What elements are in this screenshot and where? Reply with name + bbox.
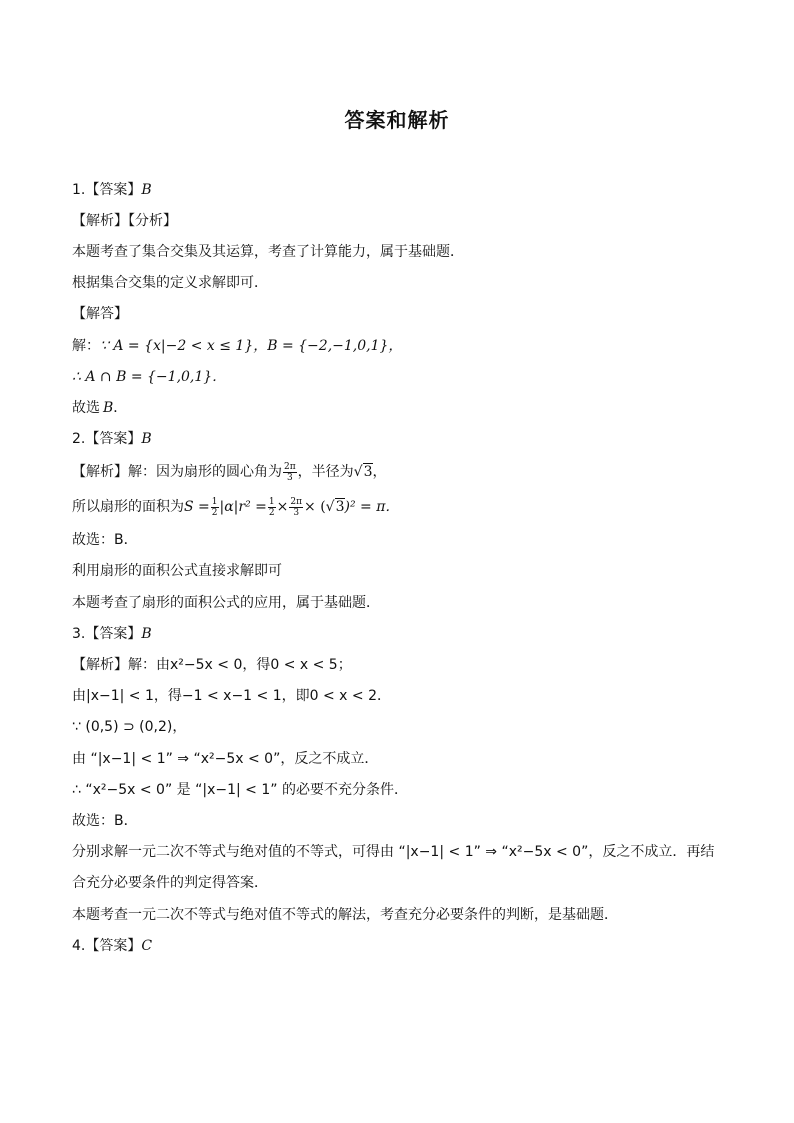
q1-choose-suffix: ． [113,399,128,416]
q1-analysis-1: 本题考查了集合交集及其运算，考查了计算能力，属于基础题． [72,243,464,260]
q2-note-1: 利用扇形的面积公式直接求解即可 [72,563,282,580]
q2-line2-prefix: 所以扇形的面积为 [72,499,184,516]
q2-answer-line [72,424,722,455]
q2-line1-suffix: ， [372,464,387,481]
q2-radius-radicand: 3 [363,464,373,481]
q2-half-numerator-2: 1 [268,496,275,507]
q3-answer-prefix: 3.【答案】 [72,625,142,642]
q2-half-numerator-1: 1 [211,496,218,507]
q2-half-fraction-2 [268,497,276,518]
q2-area-s: S = [184,499,210,516]
q3-analysis-line-4: 由 “|x−1| < 1” ⇒ “x²−5x < 0”，反之不成立． [72,750,379,767]
q3-answer-line [72,618,722,649]
q1-answer-line [72,174,722,205]
q3-note-3: 本题考查一元二次不等式与绝对值不等式的解法，考查充分必要条件的判断，是基础题． [72,906,618,923]
q2-angle-fraction [283,462,297,483]
q2-line1-prefix: 【解析】解：因为扇形的圆心角为 [72,464,282,481]
q2-radius-sqrt: √3 [353,464,373,481]
q2-angle-numerator: 2π [284,461,296,472]
q1-solution-head: 【解答】 [72,306,128,323]
q2-analysis-line-2 [72,490,722,525]
q1-answer-value: B [141,181,152,198]
q2-half-fraction-1 [211,497,219,518]
q1-set-definitions: ∵ A = {x|−2 < x ≤ 1}，B = {−2,−1,0,1}， [100,337,403,354]
q3-analysis-line-3: ∵ (0,5) ⊃ (0,2)， [72,719,187,736]
q1-solution-line-2 [72,361,722,392]
q2-choose-line: 故选：B． [72,532,138,549]
page-title: 答案和解析 [344,108,450,132]
q2-half-denominator-2: 2 [268,507,275,518]
q1-choose-prefix: 故选 [72,399,100,416]
q1-choose-letter: B [103,399,114,416]
q2-analysis-line-1 [72,455,722,490]
q2-times-2: × ( [304,499,326,516]
q1-choose-line [72,392,722,423]
q2-radius-sqrt-2: √3 [325,499,345,516]
q2-angle-fraction-2 [289,497,303,518]
q3-note-1: 分别求解一元二次不等式与绝对值的不等式，可得由 “|x−1| < 1” ⇒ “x²−5x < 0”，反之不成立．再结 [72,844,715,861]
q4-answer-line [72,930,722,961]
q1-solution-line-1 [72,330,722,361]
q3-choose-line: 故选：B． [72,812,138,829]
q3-answer-value: B [141,625,152,642]
q2-answer-prefix: 2.【答案】 [72,431,142,448]
q1-solution-prefix: 解： [72,337,100,354]
q2-area-result: )² = π． [344,499,400,516]
q2-area-formula: |α|r² = [219,499,267,516]
q1-analysis-2: 根据集合交集的定义求解即可． [72,275,268,292]
q3-analysis-line-2: 由|x−1| < 1，得−1 < x−1 < 1，即0 < x < 2． [72,688,391,705]
q1-answer-prefix: 1.【答案】 [72,181,142,198]
q2-line1-mid: ，半径为 [297,464,354,481]
q3-analysis-line-5: ∴ “x²−5x < 0” 是 “|x−1| < 1” 的必要不充分条件． [72,781,408,798]
q2-radius-radicand-2: 3 [335,499,345,516]
q2-angle-denominator-2: 3 [293,507,300,518]
q4-answer-prefix: 4.【答案】 [72,937,142,954]
q2-half-denominator-1: 2 [211,507,218,518]
q2-answer-value: B [141,431,152,448]
q3-note-2: 合充分必要条件的判定得答案． [72,875,268,892]
q2-angle-denominator: 3 [286,472,293,483]
q2-times-1: × [276,499,289,516]
q3-analysis-line-1: 【解析】解：由x²−5x < 0，得0 < x < 5； [72,657,352,674]
q4-answer-value: C [141,937,153,954]
answer-content [72,174,722,961]
q1-intersection-result: ∴ A ∩ B = {−1,0,1}． [72,368,227,385]
q1-analysis-head: 【解析】【分析】 [72,212,177,229]
q2-angle-numerator-2: 2π [290,496,303,507]
q2-note-2: 本题考查了扇形的面积公式的应用，属于基础题． [72,594,380,611]
